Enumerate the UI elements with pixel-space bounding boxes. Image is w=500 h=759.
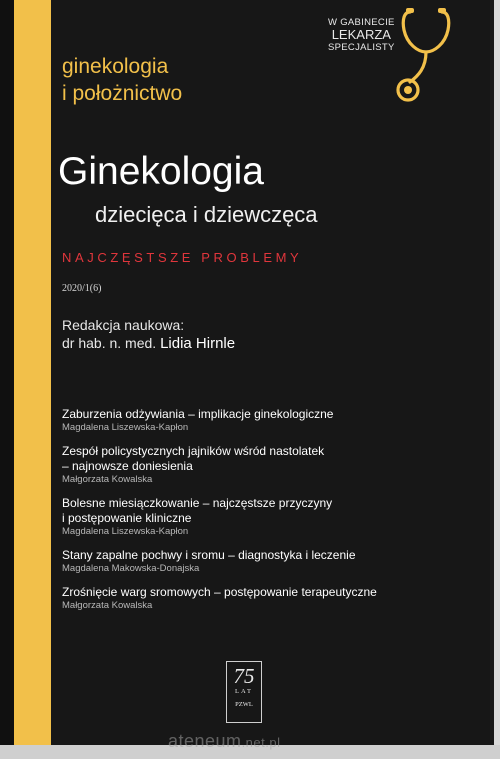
series-name <box>62 53 182 107</box>
series-line-1: ginekologia <box>62 55 169 78</box>
toc-item <box>62 444 472 486</box>
toc-item-title: Stany zapalne pochwy i sromu – diagnostyka i leczenie <box>62 548 356 562</box>
toc-item-title: Zespół policystycznych jajników wśród nastolatek <box>62 444 325 458</box>
logo-brand: PZWL <box>235 701 253 708</box>
book-tagline: NAJCZĘSTSZE PROBLEMY <box>62 250 303 265</box>
editor-name: Lidia Hirnle <box>160 335 236 352</box>
toc-item-author: Małgorzata Kowalska <box>62 474 153 485</box>
right-page-edge <box>494 0 500 759</box>
toc-item-author: Magdalena Liszewska-Kapłon <box>62 422 189 433</box>
publisher-logo <box>226 661 262 723</box>
watermark-main: ateneum <box>168 731 242 751</box>
toc-item-title-continued: – najnowsze doniesienia <box>62 459 193 473</box>
cabinet-line-1: W GABINECIE <box>328 17 395 28</box>
issue-number: 2020/1(6) <box>62 283 102 294</box>
toc-item <box>62 496 472 538</box>
toc-item <box>62 407 472 434</box>
stethoscope-icon <box>396 2 458 110</box>
logo-number: 75 <box>233 664 255 688</box>
watermark <box>168 731 280 752</box>
yellow-spine-strip <box>14 0 51 745</box>
toc-item-title: Zrośnięcie warg sromowych – postępowanie terapeutyczne <box>62 585 377 599</box>
toc-item-author: Magdalena Makowska-Donajska <box>62 563 200 574</box>
editor-line <box>62 334 235 353</box>
cabinet-label <box>328 17 395 53</box>
editor-label: Redakcja naukowa: <box>62 317 185 333</box>
editor-prefix: dr hab. n. med. <box>62 335 161 351</box>
toc-item <box>62 585 472 612</box>
book-cover <box>14 0 494 745</box>
toc-item-title-continued: i postępowanie kliniczne <box>62 511 192 525</box>
toc-item-title: Zaburzenia odżywiania – implikacje ginekologiczne <box>62 407 334 421</box>
watermark-suffix: .net.pl <box>241 735 281 750</box>
cabinet-line-2: LEKARZA <box>331 27 391 42</box>
toc-item-author: Małgorzata Kowalska <box>62 600 153 611</box>
logo-word: LAT <box>235 688 253 695</box>
book-subtitle: dziecięca i dziewczęca <box>95 202 318 227</box>
cabinet-line-3: SPECJALISTY <box>328 42 395 53</box>
toc-item <box>62 548 472 575</box>
table-of-contents <box>62 407 472 622</box>
toc-item-title: Bolesne miesiączkowanie – najczęstsze przyczyny <box>62 496 333 510</box>
editor-block <box>62 316 235 353</box>
series-line-2: i położnictwo <box>62 82 183 105</box>
toc-item-author: Magdalena Liszewska-Kapłon <box>62 526 189 537</box>
book-title: Ginekologia <box>58 150 264 193</box>
